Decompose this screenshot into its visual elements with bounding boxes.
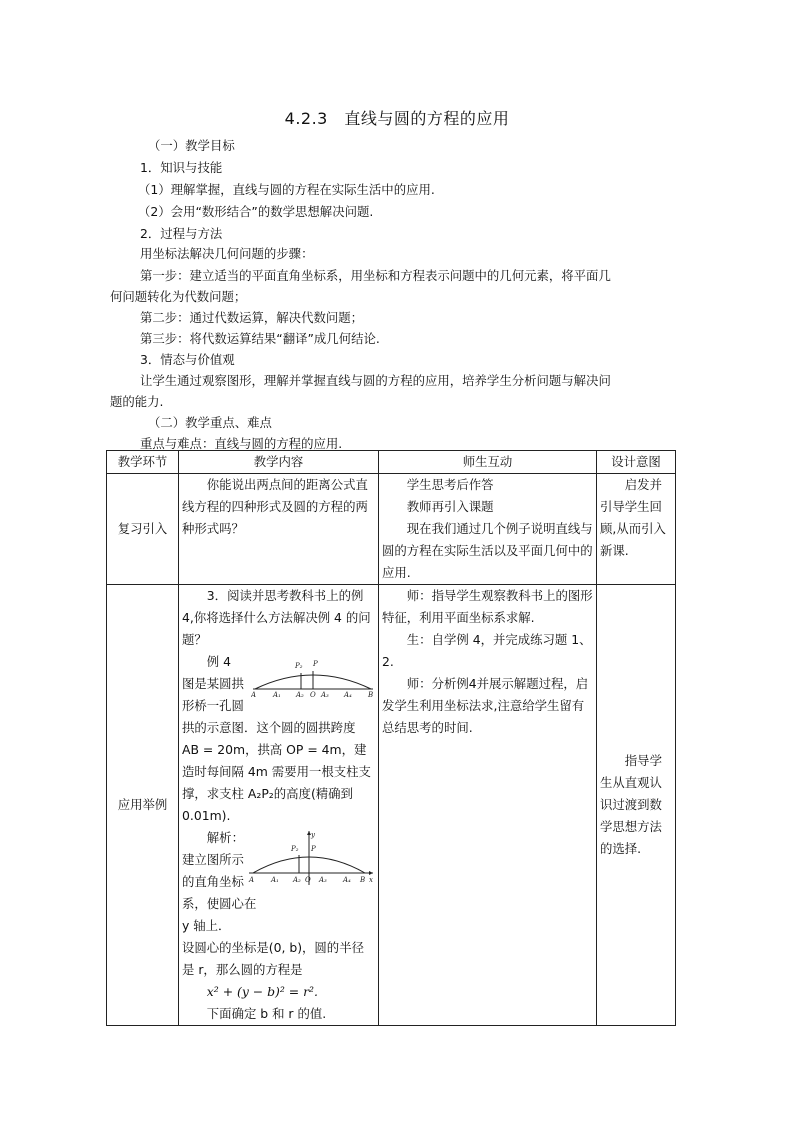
intent-review xyxy=(597,474,676,585)
fig2-label: A₁ xyxy=(271,876,279,884)
interaction-line: 师：分析例4并展示解题过程，启发学生利用坐标法求,注意给学生留有总结思考的时间. xyxy=(382,676,589,735)
keypoints-text: 重点与难点：直线与圆的方程的应用. xyxy=(140,436,343,451)
heading-objectives: （一）教学目标 xyxy=(148,138,235,153)
coordinate-figure xyxy=(247,829,375,885)
interaction-line: 现在我们通过几个例子说明直线与圆的方程在实际生活以及平面几何中的应用. xyxy=(382,521,593,580)
step-2: 第二步：通过代数运算，解决代数问题； xyxy=(140,310,364,325)
table-row xyxy=(107,474,676,585)
heading-process: 2．过程与方法 xyxy=(140,226,223,241)
step-1: 第一步：建立适当的平面直角坐标系，用坐标和方程表示问题中的几何元素，将平面几 xyxy=(140,268,611,283)
stage-examples: 应用举例 xyxy=(107,585,179,1026)
step-1-cont: 何问题转化为代数问题； xyxy=(110,289,247,304)
fig2-label: A₂ xyxy=(293,876,301,884)
fig2-label: P xyxy=(311,845,316,853)
fig1-label: B xyxy=(368,691,374,697)
interaction-line: 学生思考后作答 xyxy=(406,477,494,492)
fig1-label: O xyxy=(310,691,316,697)
example-question: 3．阅读并思考教科书上的例 4,你将选择什么方法解决例 4 的问题？ xyxy=(182,588,371,647)
lesson-table xyxy=(106,450,676,1026)
interaction-review xyxy=(379,474,597,585)
intent-examples xyxy=(597,585,676,1026)
heading-values: 3．情态与价值观 xyxy=(140,352,235,367)
content-examples xyxy=(179,585,379,1026)
example-4-block xyxy=(182,651,375,739)
circle-equation: x² + (y − b)² = r². xyxy=(206,984,318,999)
steps-intro: 用坐标法解决几何问题的步骤： xyxy=(140,246,314,261)
fig2-label: A xyxy=(249,876,255,884)
analysis-text-cont: y 轴上． xyxy=(182,918,231,933)
example-4-data: AB = 20m，拱高 OP = 4m，建造时每间隔 4m 需要用一根支柱支撑，求支柱 A₂P₂的高度(精确到 0.01m). xyxy=(182,742,371,823)
heading-keypoints: （二）教学重点、难点 xyxy=(148,415,272,430)
fig1-label: A₄ xyxy=(344,691,352,697)
objective-2: （2）会用“数形结合”的数学思想解决问题. xyxy=(138,204,374,219)
fig1-label: A₃ xyxy=(321,691,329,697)
stage-review: 复习引入 xyxy=(107,474,179,585)
example-4-text: 例 4 图是某圆拱形桥一孔圆拱的示意图．这个圆的圆拱跨度 xyxy=(182,654,356,735)
page-title: 4.2.3 直线与圆的方程的应用 xyxy=(284,109,510,128)
objective-1: （1）理解掌握，直线与圆的方程在实际生活中的应用. xyxy=(138,182,435,197)
interaction-examples xyxy=(379,585,597,1026)
determine-values: 下面确定 b 和 r 的值. xyxy=(206,1006,327,1021)
intent-review-text: 启发并引导学生回顾,从而引入新课. xyxy=(600,477,666,558)
step-3: 第三步：将代数运算结果“翻译”成几何结论. xyxy=(140,331,380,346)
values-text: 让学生通过观察图形，理解并掌握直线与圆的方程的应用，培养学生分析问题与解决问 xyxy=(140,373,611,388)
values-text-cont: 题的能力. xyxy=(110,394,164,409)
fig1-label: A₂ xyxy=(296,691,304,697)
arch-bridge-figure xyxy=(251,653,375,697)
interaction-line: 师：指导学生观察教科书上的图形特征，利用平面坐标系求解. xyxy=(382,588,593,625)
header-intent: 设计意图 xyxy=(597,451,676,474)
intent-examples-text: 指导学生从直观认识过渡到数学思想方法的选择. xyxy=(600,753,662,856)
fig2-label: O xyxy=(305,876,311,884)
fig2-label: A₃ xyxy=(319,876,327,884)
fig2-label: x xyxy=(369,876,373,884)
fig1-label: A xyxy=(251,691,257,697)
fig2-label: B xyxy=(360,876,366,884)
heading-knowledge: 1．知识与技能 xyxy=(140,160,223,175)
interaction-line: 教师再引入课题 xyxy=(406,499,494,514)
analysis-text: 解析：建立图所示的直角坐标系，使圆心在 xyxy=(182,830,257,911)
analysis-block xyxy=(182,827,375,937)
header-content: 教学内容 xyxy=(179,451,379,474)
fig1-label: A₁ xyxy=(273,691,281,697)
fig2-label: P₂ xyxy=(291,845,299,853)
fig1-label: P₂ xyxy=(295,662,303,670)
fig2-label: A₄ xyxy=(343,876,351,884)
fig2-label: y xyxy=(311,831,315,839)
fig1-label: P xyxy=(313,660,318,668)
content-review xyxy=(179,474,379,585)
table-row xyxy=(107,585,676,1026)
table-header-row xyxy=(107,451,676,474)
header-stage: 教学环节 xyxy=(107,451,179,474)
interaction-line: 生：自学例 4，并完成练习题 1、2. xyxy=(382,632,592,669)
circle-setup: 设圆心的坐标是(0, b)，圆的半径是 r，那么圆的方程是 xyxy=(182,940,364,977)
header-interaction: 师生互动 xyxy=(379,451,597,474)
content-review-text: 你能说出两点间的距离公式直线方程的四种形式及圆的方程的两种形式吗？ xyxy=(182,477,368,536)
